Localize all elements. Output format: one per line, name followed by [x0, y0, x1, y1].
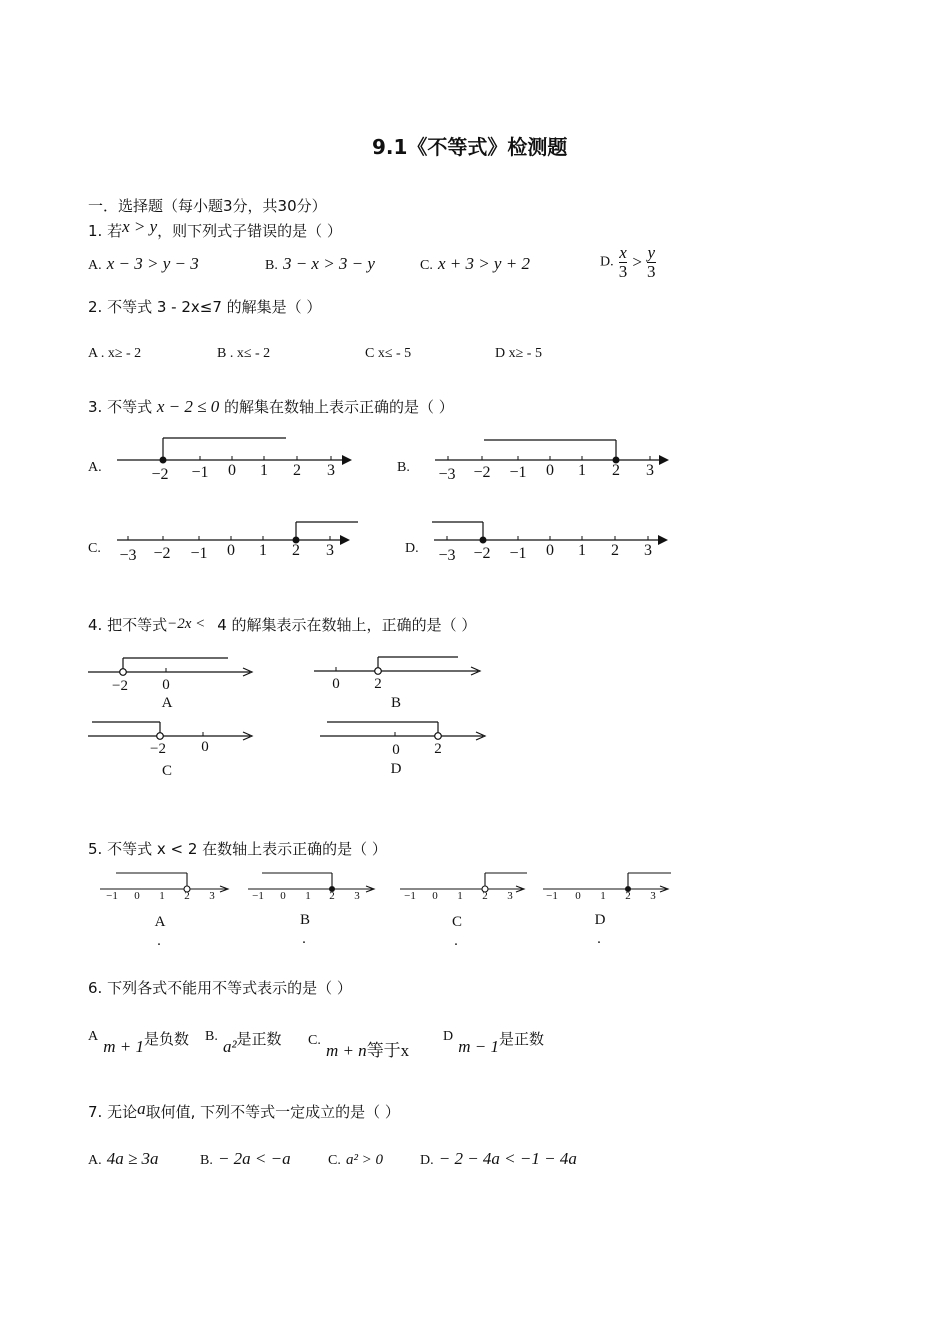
tick-label: −2: [153, 545, 171, 562]
option-math: m + n: [325, 1041, 367, 1060]
option-label: B.: [205, 1029, 218, 1044]
tick-label: 0: [162, 677, 170, 693]
tick-label: −1: [546, 890, 558, 902]
option-label: A.: [88, 1153, 102, 1168]
diagram-caption: D: [594, 912, 606, 928]
tick-label: 2: [374, 676, 382, 692]
question-6-option-b[interactable]: [205, 1028, 282, 1056]
question-7-suffix: 取何值, 下列不等式一定成立的是（ ）: [145, 1103, 400, 1121]
tick-label: −2: [473, 464, 491, 481]
option-math: m − 1: [458, 1037, 499, 1056]
question-2-option-b[interactable]: B . x≤ - 2: [217, 346, 271, 361]
diagram-caption: C: [451, 914, 463, 930]
tick-label: −2: [473, 545, 491, 562]
tick-label: 0: [575, 890, 581, 902]
tick-label: 2: [611, 542, 619, 559]
tick-label: 0: [546, 462, 554, 479]
caption-dot: .: [454, 933, 458, 949]
question-1-prefix: 1. 若: [88, 222, 123, 240]
caption-dot: .: [597, 931, 601, 947]
question-1-suffix: ，则下列式子错误的是（ ）: [157, 222, 342, 240]
diagram-caption: D: [390, 761, 402, 777]
tick-label: 1: [578, 542, 586, 559]
question-2-option-d[interactable]: D x≥ - 5: [495, 346, 542, 361]
option-math: a²: [222, 1037, 237, 1056]
tick-label: 1: [457, 890, 463, 902]
tick-label: −2: [151, 466, 169, 483]
tick-label: 0: [546, 542, 554, 559]
caption-dot: .: [157, 933, 161, 949]
question-3-label-d: D.: [405, 541, 419, 556]
option-math: − 2 − 4a < −1 − 4a: [438, 1149, 577, 1168]
option-math: 4a ≥ 3a: [106, 1149, 159, 1168]
question-7-option-b[interactable]: [200, 1149, 291, 1169]
option-label: D.: [420, 1153, 434, 1168]
tick-label: 3: [209, 890, 215, 902]
tick-label: −1: [252, 890, 264, 902]
tick-label: 1: [260, 462, 268, 479]
diagram-caption: B: [299, 912, 311, 928]
tick-label: −1: [191, 464, 209, 481]
question-3-math: x − 2 ≤ 0: [156, 397, 220, 416]
fraction-x-over-3: $\frac{x}{3}$: [618, 243, 628, 281]
question-5-stem: 5. 不等式 x < 2 在数轴上表示正确的是（ ）: [88, 840, 387, 858]
tick-label: 2: [184, 890, 190, 902]
question-7-option-c[interactable]: [328, 1149, 383, 1169]
question-4-suffix: 4 的解集表示在数轴上，正确的是（ ）: [217, 616, 477, 634]
tick-label: −1: [106, 890, 118, 902]
question-6-option-d[interactable]: [443, 1028, 544, 1056]
option-label: D.: [600, 254, 614, 270]
option-label: B.: [200, 1153, 213, 1168]
tick-label: 1: [578, 462, 586, 479]
tick-label: 0: [228, 462, 236, 479]
option-text: 是负数: [143, 1030, 189, 1048]
option-label: D: [443, 1029, 454, 1044]
option-text: 等于x: [366, 1041, 410, 1060]
question-7-option-d[interactable]: [420, 1149, 577, 1169]
tick-label: −3: [119, 547, 137, 564]
question-7-prefix: 7. 无论: [88, 1103, 138, 1121]
question-7-math: a: [137, 1099, 146, 1118]
option-text: 是正数: [236, 1030, 282, 1048]
tick-label: 1: [600, 890, 606, 902]
greater-than-sign: >: [632, 252, 642, 272]
question-1-math: x > y: [122, 217, 158, 236]
diagram-caption: A: [161, 695, 173, 711]
question-6-option-a[interactable]: [88, 1028, 189, 1056]
tick-label: 1: [259, 542, 267, 559]
question-2-option-c[interactable]: C x≤ - 5: [365, 346, 412, 361]
tick-label: 2: [482, 890, 488, 902]
question-3-label-a: A.: [88, 460, 102, 475]
option-label: A.: [88, 258, 102, 273]
fraction-y-over-3: $\frac{y}{3}$: [647, 243, 656, 281]
tick-label: 3: [646, 462, 654, 479]
question-2-option-a[interactable]: A . x≥ - 2: [88, 346, 142, 361]
tick-label: 1: [305, 890, 311, 902]
tick-label: 3: [650, 890, 656, 902]
question-7-stem: [88, 1101, 400, 1122]
tick-label: 0: [201, 739, 209, 755]
tick-label: 3: [507, 890, 513, 902]
option-math: m + 1: [103, 1037, 144, 1056]
diagram-caption: A: [154, 914, 166, 930]
option-math: − 2a < −a: [217, 1149, 291, 1168]
tick-label: 2: [625, 890, 631, 902]
question-3-label-b: B.: [397, 460, 410, 475]
tick-label: 0: [227, 542, 235, 559]
tick-label: 0: [134, 890, 140, 902]
option-math: x − 3 > y − 3: [106, 254, 199, 273]
tick-label: −1: [509, 545, 527, 562]
option-math: x + 3 > y + 2: [437, 254, 530, 273]
option-label: A: [88, 1029, 99, 1044]
tick-label: −2: [112, 678, 128, 694]
question-7-option-a[interactable]: [88, 1149, 159, 1169]
tick-label: 2: [612, 462, 620, 479]
tick-label: −1: [404, 890, 416, 902]
caption-dot: .: [302, 931, 306, 947]
diagram-caption: C: [161, 763, 173, 779]
tick-label: 0: [280, 890, 286, 902]
tick-label: −1: [190, 545, 208, 562]
tick-label: 2: [292, 542, 300, 559]
section-heading: 一．选择题（每小题3分，共30分）: [88, 197, 327, 215]
page-title: 9.1《不等式》检测题: [372, 135, 568, 159]
tick-label: 2: [329, 890, 335, 902]
option-label: C.: [420, 258, 433, 273]
tick-label: 2: [434, 741, 442, 757]
tick-label: 3: [644, 542, 652, 559]
question-3-label-c: C.: [88, 541, 101, 556]
tick-label: 0: [392, 742, 400, 758]
tick-label: 3: [326, 542, 334, 559]
tick-label: −3: [438, 466, 456, 483]
option-label: B.: [265, 258, 278, 273]
option-label: C.: [328, 1153, 341, 1168]
diagram-caption: B: [390, 695, 402, 711]
tick-label: 2: [293, 462, 301, 479]
option-math: 3 − x > 3 − y: [282, 254, 375, 273]
tick-label: 3: [354, 890, 360, 902]
tick-label: −2: [150, 741, 166, 757]
tick-label: −3: [438, 547, 456, 564]
question-2-stem: 2. 不等式 3 - 2x≤7 的解集是（ ）: [88, 298, 322, 316]
tick-label: 0: [332, 676, 340, 692]
question-4-prefix: 4. 把不等式: [88, 616, 168, 634]
tick-label: 0: [432, 890, 438, 902]
option-label: C.: [308, 1033, 321, 1048]
question-6-option-c[interactable]: [308, 1028, 410, 1060]
option-text: 是正数: [498, 1030, 544, 1048]
tick-label: 3: [327, 462, 335, 479]
tick-label: −1: [509, 464, 527, 481]
option-math: a² > 0: [345, 1152, 384, 1168]
question-4-math: −2x <: [167, 616, 206, 632]
tick-label: 1: [159, 890, 165, 902]
question-6-stem: 6. 下列各式不能用不等式表示的是（ ）: [88, 979, 352, 997]
question-3-prefix: 3. 不等式: [88, 398, 153, 416]
question-3-suffix: 的解集在数轴上表示正确的是（ ）: [224, 398, 454, 416]
